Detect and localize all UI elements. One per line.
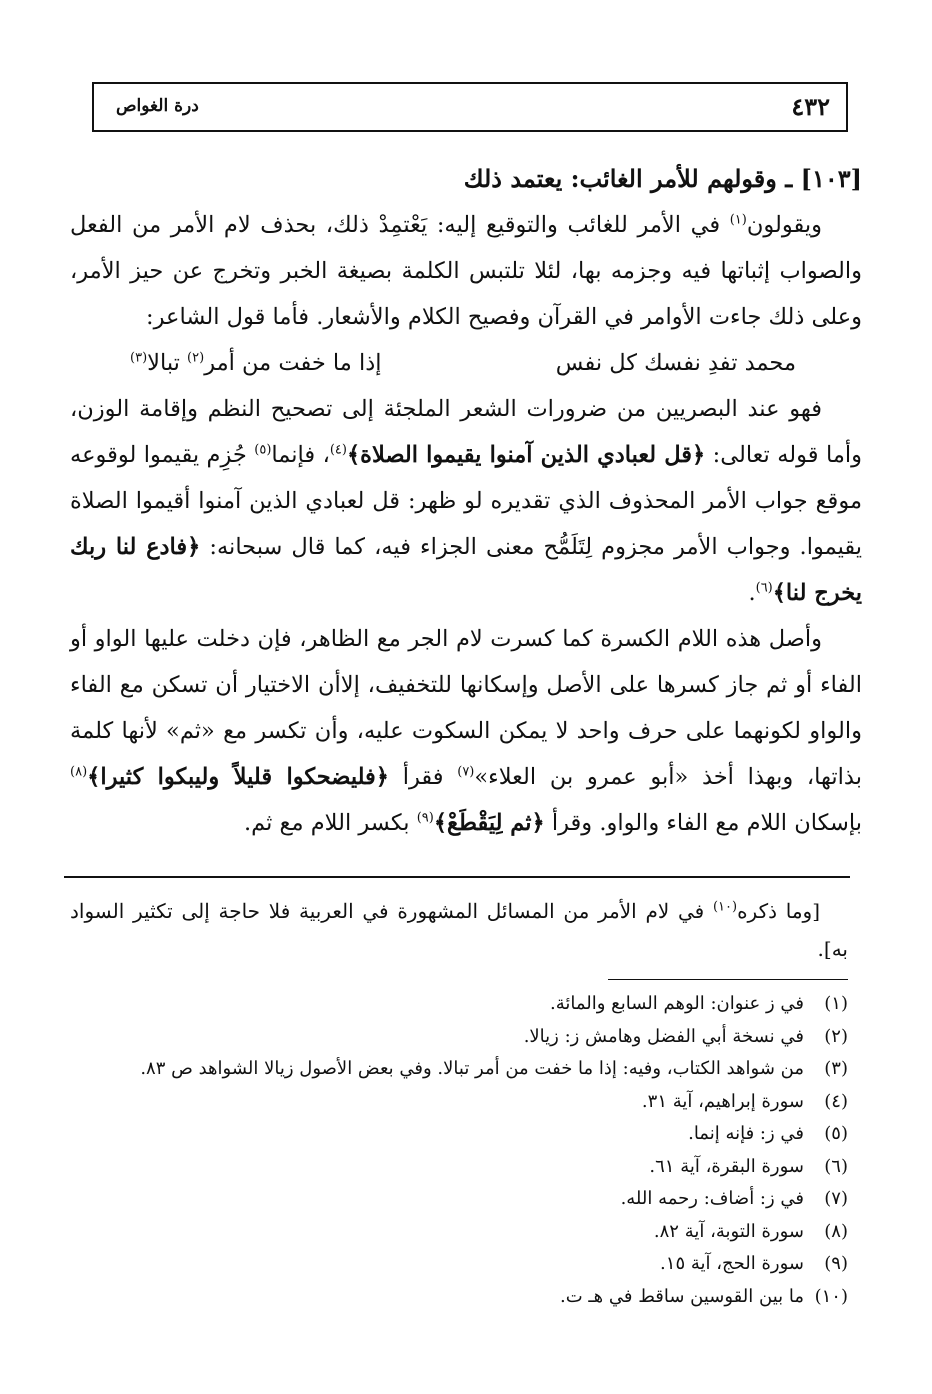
- footnote-text: في نسخة أبي الفضل وهامش ز: زيالا.: [523, 1025, 804, 1047]
- footnote-item: [68, 1021, 848, 1054]
- paragraph-1-text-a: ويقولون: [746, 212, 822, 238]
- footnote-ref-3: (٣): [130, 350, 148, 366]
- section-heading: [١٠٣] ـ وقولهم للأمر الغائب: يعتمد ذلك: [463, 164, 862, 193]
- verse-second-text-b: تبالا: [147, 350, 188, 376]
- footnote-ref-10: (١٠): [712, 899, 738, 915]
- addition-paragraph: [70, 892, 848, 968]
- footnote-number: (٩): [824, 1253, 848, 1274]
- running-title: درة الغواص: [116, 96, 199, 116]
- footnotes-list: [68, 988, 848, 1313]
- footnote-item: [68, 1151, 848, 1184]
- footnote-ref-8: (٨): [70, 764, 88, 780]
- paragraph-3-text-d: بكسر اللام مع ثم.: [244, 810, 417, 836]
- footnote-ref-1: (١): [729, 212, 747, 228]
- quran-quote-2: ﴿فادع لنا ربك يخرج لنا﴾: [70, 534, 862, 606]
- footnote-item: [68, 1248, 848, 1281]
- footnote-text: سورة الحج، آية ١٥.: [660, 1253, 804, 1274]
- quran-quote-4: ﴿ثم لِيَقْطَعْ﴾: [433, 810, 545, 836]
- footnote-number: (٢): [824, 1025, 848, 1047]
- paragraph-1: [70, 202, 862, 340]
- footnote-item: [68, 1053, 848, 1086]
- paragraph-2: [70, 386, 862, 616]
- footnote-number: (٧): [824, 1188, 848, 1209]
- footnote-item: [68, 1281, 848, 1314]
- footnote-text: سورة البقرة، آية ٦١.: [649, 1155, 804, 1177]
- paragraph-2-text-c: جُزِم يقيموا لوقوعه موقع جواب الأمر المحذوف الذي تقديره لو ظهر: قل لعبادي الذين آمنوا أقيموا الصلاة يقيموا. وجواب الأمر مجزوم لِتَلَمُّح معنى الجزاء فيه، كما قال سبحانه:: [70, 442, 863, 560]
- footnote-ref-9: (٩): [416, 810, 434, 826]
- bracketed-addition: [70, 892, 848, 968]
- paragraph-2-text-a: فهو عند البصريين من ضرورات الشعر الملجئة إلى تصحيح النظم وإقامة الوزن، وأما قوله تعالى:: [70, 396, 862, 468]
- footnote-divider: [608, 979, 848, 980]
- footnote-ref-6: (٦): [755, 580, 773, 596]
- page-number: ٤٣٢: [791, 92, 830, 121]
- footnote-number: (٣): [824, 1058, 848, 1079]
- verse-second-hemistich: [130, 340, 382, 386]
- poetry-verse: [130, 340, 796, 386]
- footnote-item: [68, 1118, 848, 1151]
- paragraph-2-text-d: .: [748, 580, 756, 606]
- footnote-item: [68, 1086, 848, 1119]
- verse-first-hemistich: محمد تفدِ نفسك كل نفس: [555, 350, 796, 376]
- section-divider: [64, 876, 850, 878]
- footnote-ref-4: (٤): [329, 442, 347, 458]
- addition-text-a: [وما ذكره: [737, 899, 820, 923]
- quran-quote-3: ﴿فليضحكوا قليلاً وليبكوا كثيرا﴾: [87, 764, 389, 790]
- footnote-text: في ز: أضاف: رحمه الله.: [620, 1188, 804, 1209]
- paragraph-3: [70, 616, 862, 846]
- addition-text-b: في لام الأمر من المسائل المشهورة في العربية فلا حاجة إلى تكثير السواد به].: [70, 899, 848, 961]
- main-text: [70, 202, 862, 846]
- page-header: [92, 82, 848, 132]
- footnote-item: [68, 1183, 848, 1216]
- footnote-text: سورة إبراهيم، آية ٣١.: [641, 1090, 804, 1112]
- footnote-text: في ز: فإنه إنما.: [688, 1123, 804, 1144]
- footnote-text: من شواهد الكتاب، وفيه: إذا ما خفت من أمر تبالا. وفي بعض الأصول زيالا الشواهد ص ٨٣.: [140, 1058, 804, 1079]
- paragraph-3-text-b: فقرأ: [389, 764, 458, 790]
- paragraph-1-text-b: في الأمر للغائب والتوقيع إليه: يَعْتمِدْ ذلك، بحذف لام الأمر من الفعل والصواب إثباتها فيه وجزمه بها، لئلا تلتبس الكلمة بصيغة الخبر وتخرج عن حيز الأمر، وعلى ذلك جاءت الأوامر في القرآن وفصيح الكلام والأشعار. فأما قول الشاعر:: [70, 212, 862, 330]
- paragraph-3-text-a: وأصل هذه اللام الكسرة كما كسرت لام الجر مع الظاهر، فإن دخلت عليها الواو أو الفاء أو ثم جاز كسرها على الأصل وإسكانها للتخفيف، إلاأن الاختيار أن تسكن مع الفاء والواو لكونهما على حرف واحد لا يمكن السكوت عليه، وأن تكسر مع «ثم» لأنها كلمة بذاتها، وبهذا أخذ «أبو عمرو بن العلاء»: [70, 626, 862, 790]
- footnote-number: (٦): [824, 1155, 848, 1177]
- footnote-text: سورة التوبة، آية ٨٢.: [653, 1220, 804, 1242]
- footnote-ref-7: (٧): [457, 764, 475, 780]
- quran-quote-1: ﴿قل لعبادي الذين آمنوا يقيموا الصلاة﴾: [346, 442, 706, 468]
- footnote-ref-2: (٢): [187, 350, 205, 366]
- paragraph-2-text-b: ، فإنما: [271, 442, 330, 468]
- footnote-number: (٨): [824, 1220, 848, 1242]
- footnote-item: [68, 988, 848, 1021]
- footnote-number: (٤): [824, 1090, 848, 1112]
- footnote-item: [68, 1216, 848, 1249]
- footnote-text: ما بين القوسين ساقط في هـ ت.: [559, 1285, 804, 1307]
- footnote-text: في ز عنوان: الوهم السابع والمائة.: [550, 993, 804, 1014]
- footnote-number: (٥): [824, 1123, 848, 1144]
- paragraph-3-text-c: بإسكان اللام مع الفاء والواو. وقرأ: [544, 810, 862, 836]
- verse-second-text-a: إذا ما خفت من أمر: [204, 350, 382, 376]
- footnote-number: (١): [824, 993, 848, 1014]
- footnote-number: (١٠): [814, 1285, 848, 1307]
- footnote-ref-5: (٥): [254, 442, 272, 458]
